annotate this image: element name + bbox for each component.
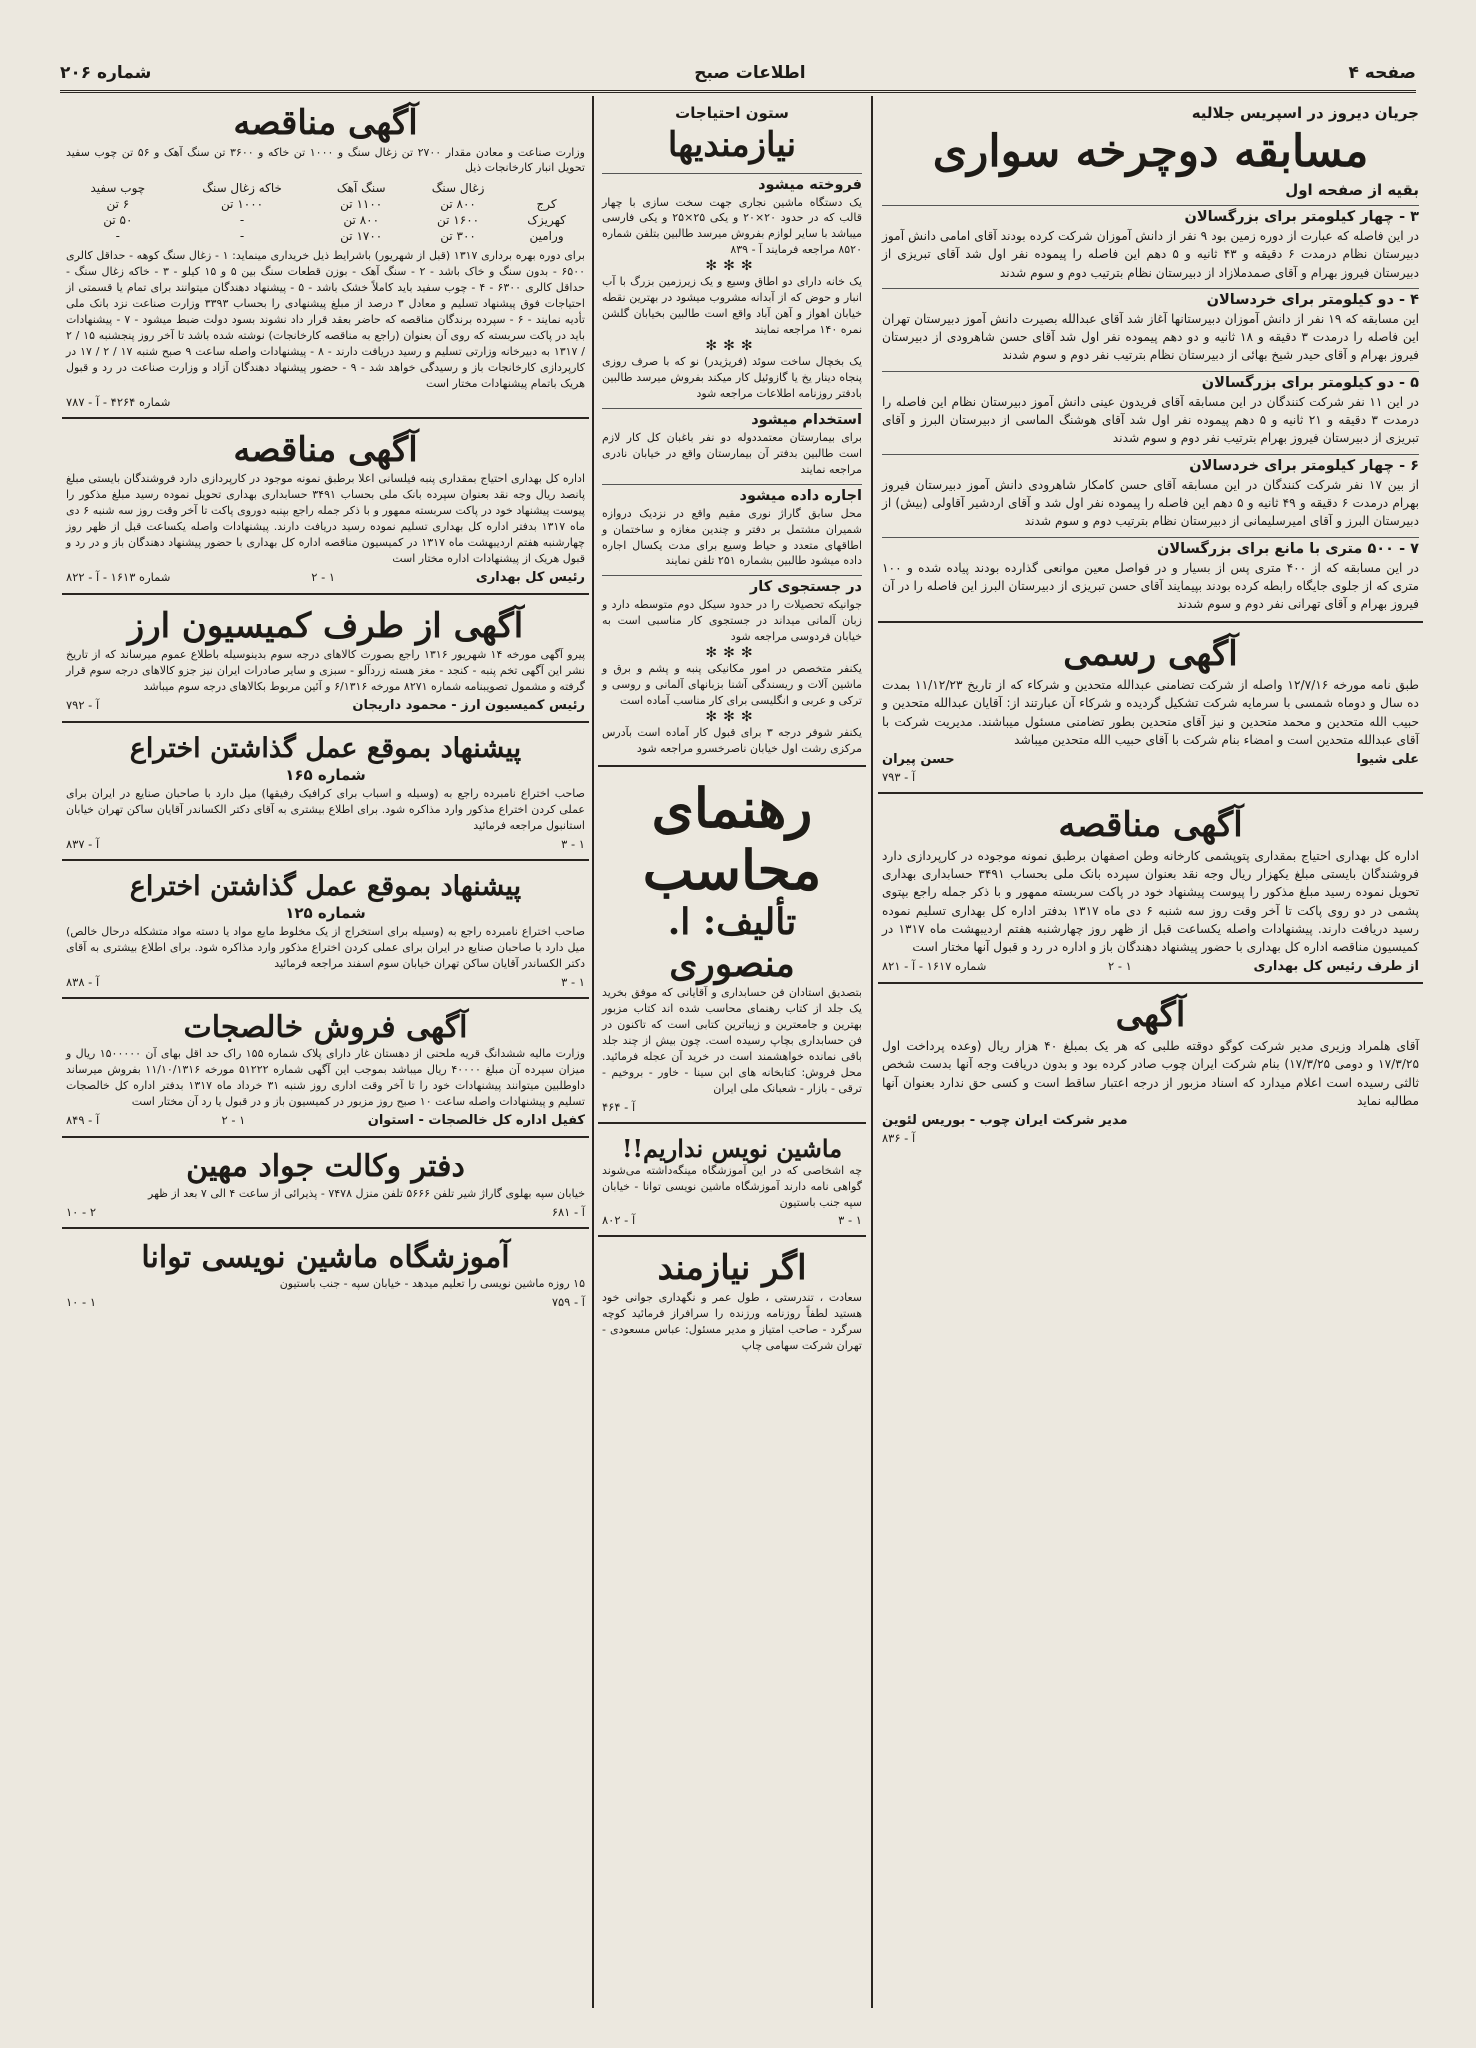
materials-table (66, 180, 585, 244)
article-title: مسابقه دوچرخه سواری (932, 126, 1369, 177)
table-row (66, 228, 585, 244)
ad-reference: شماره ۱۶۱۳ - آ - ۸۲۲ (66, 569, 171, 584)
tender-text: اداره کل بهداری احتیاج بمقداری پنبه فیلسانی اعلا برطبق نمونه موجود در کارپردازی دارد فروشندگان بایستی مبلغ پانصد ریال وجه نقد بعنوان سپرده بانک ملی بحساب ۳۴۹۱ حسابداری بهداری تحویل نموده رسید مبلغ مذکور را پیوست پیشنهاد خود در پاکت سربسته ممهور و با ذکر جمله راجع بپنبه دوروی پاکت تا آخر وقت روز سه شنبه ۶ دی ماه ۱۳۱۷ بدفتر اداره کل بهداری تسلیم نموده رسید دریافت دارند. پیشنهادات واصله یکساعت قبل از ظهر روز چهارشنبه هفتم اردیبهشت ماه ۱۳۱۷ در کمیسیون مناقصه اداره کل بهداری با حضور پیشنهاد دهندگان باز و در رد و قبول هریک از پیشنهادات اداره مختار است (66, 472, 586, 565)
commission-title: آگهی از طرف کمیسیون ارز (127, 605, 524, 646)
ad-reference: آ - ۷۹۳ (882, 770, 916, 785)
ad-reference: ۲ - ۱ (221, 1113, 246, 1128)
tender-title: آگهی مناقصه (233, 103, 418, 143)
notice-ad (878, 988, 1423, 1153)
typing-school-title: آموزشگاه ماشین نویسی توانا (141, 1239, 510, 1275)
ad-reference: ۳ - ۱ (838, 1213, 862, 1228)
race-text: این مسابقه که ۱۹ نفر از دانش آموزان دبیرستانها آغاز شد آقای عبدالله بصیرت دانش آموز دبیرستان تهران این فاصله را درمدت ۳ دقیقه و ۱۸ ثانیه و دو دهم پیموده نفر اول شد آقای حسن شاهرودی از دبیرستان فیروز بهرام و آقای حیدر شیخ بهائی از دبیرستان نظام بترتیب نفر دوم و سوم شدند (882, 311, 1419, 363)
official-notice (878, 627, 1423, 794)
patent-number: شماره ۱۶۵ (285, 766, 366, 785)
classifieds-title: نیازمندیها (667, 125, 797, 165)
table-row (66, 196, 585, 212)
official-notice-text: طبق نامه مورخه ۱۲/۷/۱۶ واصله از شرکت تضامنی عبدالله متحدین و شرکاء که از تاریخ ۱۱/۱۲/۲۳ بمدت ده سال و دوماه شمسی با سرمایه شرکت تشکیل گردیده و شرکاء آن عبارتند از: آقایان عبدالله متحدین و حبیب الله متحدین و محمد متحدین و نیز آقای متحدین بطور تضامنی مسئول میباشند. مدیریت شرکت با آقای عبدالله متحدین است و امضاء بنام شرکت با آقای حبیب الله متحدین میباشد (882, 677, 1419, 747)
classified-item: محل سابق گاراژ نوری مقیم واقع در نزدیک دروازه شمیران مشتمل بر دفتر و چندین مغازه و ساختمان و اطاقهای متعدد و حیاط وسیع برای مدت یکسال اجاره داده میشود طالبین بشماره ۲۵۱ تلفن نمایند (602, 506, 862, 568)
typewriter-ad (598, 1128, 866, 1238)
table-cell: کهریزک (527, 213, 566, 228)
page-header (60, 56, 1416, 93)
table-cell: - (239, 213, 245, 228)
ad-reference: آ - ۸۰۲ (602, 1213, 636, 1228)
table-cell: ۳۰۰ تن (440, 229, 476, 244)
race-heading: ۵ - دو کیلومتر برای بزرگسالان (882, 371, 1419, 391)
book-ad (598, 771, 866, 1124)
article-kicker: جریان دیروز در اسپریس جلالیه (1191, 104, 1419, 122)
crown-land-sale-notice (62, 1003, 589, 1138)
table-header (508, 180, 585, 196)
official-notice-title: آگهی رسمی (1063, 634, 1238, 675)
ad-reference: ۱۰ - ۱ (66, 1295, 96, 1309)
table-row (66, 212, 585, 228)
tender-notice-blanket (878, 798, 1423, 984)
typewriter-ad-text: چه اشخاصی که در این آموزشگاه مینگه‌داشته می‌شوند گواهی نامه دارند آموزشگاه ماشین نویسی توانا - خیابان سپه جنب باستیون (602, 1163, 862, 1209)
table-cell: ۶ تن (106, 197, 130, 212)
tender-body: برای دوره بهره برداری ۱۳۱۷ (قبل از شهریور) باشرایط ذیل خریداری مینماید: ۱ - زغال سنگ کوهه - حداقل کالری ۶۵۰۰ - بدون سنگ و خاک باشد - ۲ - سنگ آهک - بوزن قطعات سنگ بین ۵ و ۱۵ کیلو - ۳ - خاکه زغال سنگ - حداقل کالری ۶۳۰۰ - ۴ - چوب سفید باید کاملاً خشک باشد - ۵ - پیشنهاد دهندگان میتوانند برای تمام یا قسمتی از احتیاجات فوق پیشنهاد تسلیم و معادل ۳ درصد از مبلغ پیشنهادی را بحساب ۳۳۹۳ وزارت صناعت نزد بانک ملی تأدیه نمایند - ۶ - سپرده برندگان مناقصه که حاضر بعقد قرار داد نشوند بسود دولت ضبط میشود - ۷ - پیشنهادات باید در پاکت سربسته که روی آن بعنوان (راجع به مناقصه کارخانجات) نوشته شده باشد تا آخر روز پنجشنبه ۱۵ / ۲ / ۱۳۱۷ به دبیرخانه وزارتی تسلیم و رسید دریافت دارند - ۸ - پیشنهادات واصله ساعت ۹ صبح شنبه ۱۷ / ۲ / ۱۷ در کارپردازی کارخانجات باز و رسیدگی خواهد شد - ۹ - حضور پیشنهاد دهندگان آزاد و وزارت صناعت در رد و قبول هریک باتمام پیشنهادات مختار است (66, 249, 586, 390)
notice-signature: مدیر شرکت ایران چوب - بوریس لئوین (882, 1113, 1128, 1129)
table-header: چوب سفید (90, 181, 146, 196)
tender-notice-coal (62, 96, 589, 419)
table-cell: ۸۰۰ تن (440, 197, 476, 212)
table-cell: - (239, 229, 245, 244)
classified-item: یک خانه دارای دو اطاق وسیع و یک زیرزمین بزرگ با آب انبار و حوض که از آبدانه مشروب میشود در بهترین نقطه خیابان اهواز و آهن آباد واقع است طالبین بخیابان گلشن نمره ۱۴۰ مراجعه نمایند (602, 275, 862, 337)
classified-item: جوانیکه تحصیلات را در حدود سیکل دوم متوسطه دارد و زبان آلمانی میداند در جستجوی کار مناسبی است به خیابان فردوسی مراجعه شود (602, 598, 862, 644)
separator-stars-icon: ✻✻✻ (705, 338, 759, 354)
ad-reference: آ - ۸۳۷ (66, 837, 100, 852)
land-sale-text: وزارت مالیه ششدانگ قریه ملحنی از دهستان غار دارای پلاک شماره ۱۵۵ راک حد اقل بهای آن ۱۵۰۰۰۰۰ ریال و میزان سپرده آن مبلغ ۴۰۰۰۰ ریال میباشد بموجب این آگهی شماره ۵۱۲۲۲ مورخه ۱۱/۱۰/۱۳۱۶ بفروش میرساند داوطلبین میتوانند پیشنهادات خود را تا آخر وقت اداری روز شنبه ۳۱ خرداد ماه ۱۳۱۷ بدفتر اداره کل خالصجات تسلیم و پیشنهادات واصله ساعت ۱۰ صبح روز مزبور در کمیسیون باز و در قبول یا رد آن مختار است (66, 1047, 586, 1109)
column-divider-right (871, 96, 873, 2008)
currency-commission-notice (62, 599, 589, 723)
patent-title: پیشنهاد بموقع عمل گذاشتن اختراع (129, 733, 522, 765)
race-text: در این مسابقه که از ۴۰۰ متری پس از بسیار و در فواصل معین موانعی گذارده بودند پیاده شده و ۱۰۰ متری که از جلوی جایگاه رابطه کرده بودند بپیمایند آقای حسن تبریزی از دبیرستان البرز این فاصله را در آن فیروز بهرام و آقای تهرانی نفر دوم و سوم شدند (882, 560, 1419, 612)
patent-offer-165 (62, 727, 589, 861)
classified-item: یکنفر متخصص در امور مکانیکی پنبه و پشم و برق و ماشین آلات و ریسندگی آشنا بزبانهای آلمانی و روسی و ترکی و عربی و انگلیسی برای کار مناسب آماده است (602, 662, 862, 708)
law-office-title: دفتر وکالت جواد مهین (186, 1149, 465, 1185)
separator-stars-icon: ✻✻✻ (705, 645, 759, 662)
ad-reference: آ - ۸۳۶ (882, 1131, 916, 1146)
tender-signature: رئیس کل بهداری (475, 569, 585, 585)
ad-reference: ۲ - ۱ (311, 569, 336, 584)
commission-text: پیرو آگهی مورخه ۱۴ شهریور ۱۳۱۶ راجع بصورت کالاهای درجه سوم بدینوسیله باطلاع عموم میرساند که از تاریخ نشر این آگهی تخم پنبه - کنجد - مغز هسته زردآلو - سبزی و سایر صادرات ایران نیز جزو کالاهای درجه سوم قرار گرفته و مشمول تصویبنامه شماره ۸۲۷۱ مورخه ۶/۱۳۱۶ و آئین مربوط بکالاهای درجه سوم میباشد (66, 648, 586, 694)
page-number: صفحه ۴ (1348, 63, 1416, 83)
health-magazine-ad (598, 1241, 866, 1361)
notice-title: آگهی (1115, 995, 1186, 1036)
notice-text: آقای هلمراد وزیری مدیر شرکت کوگو دوقته طلبی که هر یک بمبلغ ۴۰ هزار ریال (وعده پرداخت اول ۱۷/۳/۲۵ و دومی ۱۷/۳/۲۵) بنام شرکت ایران چوب صادر کرده بود و بدون دریافت وجه آنها بدست شخص ثالثی رسیده است اعلام میدارد که اسناد مزبور از درجه اعتبار ساقط است و کسی حق ندارد بعنوان آنها مطالبه نماید (882, 1038, 1419, 1108)
classified-category: در جستجوی کار (602, 575, 862, 595)
patent-number: شماره ۱۲۵ (285, 904, 366, 923)
table-header: خاکه زغال سنگ (202, 181, 282, 196)
land-sale-signature: کفیل اداره کل خالصجات - استوان (367, 1113, 585, 1129)
tender-title: آگهی مناقصه (233, 429, 418, 470)
tender-title: آگهی مناقصه (1058, 805, 1243, 846)
race-text: از بین ۱۷ نفر شرکت کنندگان در این مسابقه آقای حسن کامکار شاهرودی دانش آموز دبیرستان فیروز بهرام درمدت ۶ دقیقه و ۴۹ ثانیه و ۵ دهم این فاصله را پیموده نفر اول شد و آقای اردشیر آقاولی (بیش) از دبیرستان البرز و آقای امیرسلیمانی از دبیرستان نظام بترتیب دوم و سوم شدند (882, 477, 1419, 529)
ad-reference: ۳ - ۱ (561, 837, 585, 852)
table-cell: ۱۶۰۰ تن (437, 213, 480, 228)
table-cell: ۸۰۰ تن (343, 213, 380, 228)
ad-reference: ۱۰ - ۲ (66, 1204, 96, 1219)
cycling-race-article (878, 96, 1423, 623)
health-ad-title: اگر نیازمند (657, 1248, 807, 1289)
tender-notice-cotton (62, 423, 589, 595)
newspaper-name: اطلاعات صبح (694, 63, 806, 83)
law-office-ad (62, 1142, 589, 1228)
ad-reference: آ - ۴۶۴ (602, 1099, 636, 1114)
race-text: در این ۱۱ نفر شرکت کنندگان در این مسابقه آقای فریدون عینی دانش آموز دبیرستان نظام این فاصله را درمدت ۳ دقیقه و ۲۱ ثانیه و ۵ دهم پیموده نفر اول شد آقای هوشنگ الماسی از دبیرستان البرز و آقای تبریزی از دبیرستان فیروز بهرام بترتیب نفر دوم و سوم شدند (882, 394, 1419, 446)
table-cell: ورامین (529, 229, 564, 244)
book-author: تألیف: ا. منصوری (667, 901, 797, 986)
patent-title: پیشنهاد بموقع عمل گذاشتن اختراع (129, 871, 522, 903)
ad-reference: آ - ۸۳۸ (66, 974, 100, 989)
table-cell: ۱۷۰۰ تن (340, 229, 383, 244)
left-column (62, 96, 589, 1321)
table-cell: - (115, 229, 120, 244)
classified-category: اجاره داده میشود (602, 484, 862, 504)
column-divider-left (592, 96, 594, 2008)
health-ad-text: سعادت ، تندرستی ، طول عمر و نگهداری جوانی خود هستید لطفاً روزنامه ورزنده را سرافراز فرمائید کوچه سرگرد - صاحب امتیاز و مدیر مسئول: عباس مسعودی - تهران شرکت سهامی چاپ (602, 1290, 862, 1352)
table-cell: ۵۰ تن (103, 213, 133, 228)
ad-reference: آ - ۷۹۲ (66, 698, 100, 713)
commission-signature: رئیس کمیسیون ارز - محمود داریجان (352, 698, 585, 714)
classified-item: برای بیمارستان معتمددوله دو نفر باغبان کل کار لازم است طالبین بدفتر آن بیمارستان واقع در خیابان نادری مراجعه نمایند (602, 430, 862, 476)
race-heading: ۳ - چهار کیلومتر برای بزرگسالان (882, 205, 1419, 225)
classifieds-kicker: ستون احتیاجات (675, 104, 789, 122)
ad-reference: شماره ۴۲۶۴ - آ - ۷۸۷ (66, 394, 171, 409)
table-cell: ۱۰۰۰ تن (221, 197, 264, 212)
patent-text: صاحب اختراع نامبرده راجع به (وسیله و اسباب برای کرافیک رفیقها) میل دارد با صاحبان صنایع در ایران برای عملی کردن اختراع مذکور وارد مذاکره شود. برای اطلاع بیشتری به آقای دکتر الکساندر آقایان ساکن تهران خیابان استانبول مراجعه فرمائید (66, 787, 585, 833)
ad-reference: آ - ۶۸۱ (551, 1204, 585, 1219)
tender-signature: از طرف رئیس کل بهداری (1253, 959, 1419, 975)
continued-label: بقیه از صفحه اول (1285, 181, 1419, 199)
typing-school-ad (62, 1233, 589, 1317)
middle-column (598, 96, 866, 1366)
classified-item: یک دستگاه ماشین نجاری جهت سخت سازی با چهار قالب که در حدود ۲۰×۲۰ و یکی ۲۵×۲۵ و یکی فارسی میباشد با سایر لوازم بفروش میرسد طالبین بتلفن شماره ۸۵۲۰ مراجعه فرمایند آ - ۸۳۹ (602, 195, 862, 257)
separator-stars-icon: ✻✻✻ (705, 258, 759, 275)
land-sale-title: آگهی فروش خالصجات (183, 1009, 468, 1045)
ad-reference: ۳ - ۱ (561, 974, 585, 989)
classified-item: یک بخچال ساخت سوئد (فریژیدر) نو که با صرف روزی پنجاه دینار یخ یا گازوئیل کار میکند بفروش میرسد طالبین بادفتر روزنامه اطلاعات مراجعه شود (602, 355, 862, 400)
race-heading: ۶ - چهار کیلومتر برای خردسالان (882, 454, 1419, 474)
ad-reference: ۲ - ۱ (1108, 959, 1132, 974)
typing-school-text: ۱۵ روزه ماشین نویسی را تعلیم میدهد - خیابان سپه - جنب باستیون (279, 1277, 585, 1291)
right-column (878, 96, 1423, 1157)
signature-name: علی شیوا (1356, 752, 1419, 768)
tender-text: اداره کل بهداری احتیاج بمقداری پتوپشمی کارخانه وطن اصفهان برطبق نمونه موجوده در کارپردازی دارد فروشندگان بایستی مبلغ یکهزار ریال وجه نقد بعنوان سپرده بانک ملی بحساب ۳۴۹۱ حسابداری بهداری تحویل نموده رسید مبلغ مذکور را پیوست پیشنهاد خود در پاکت سربسته ممهور و با ذکر جمله راجع بپتوی پشمی در دو روی پاکت تا آخر وقت روز سه شنبه ۶ دی ماه ۱۳۱۷ بدفتر اداره کل بهداری تسلیم نموده رسید دریافت دارند. پیشنهادات واصله یکساعت قبل از ظهر روز چهارشنبه هفتم اردیبهشت ماه ۱۳۱۷ در کمیسیون مناقصه اداره کل بهداری با حضور پیشنهاد دهندگان باز و اداره در رد و قبول آنها مختار است (882, 848, 1420, 955)
signature-name: حسن پیران (882, 752, 955, 768)
table-header: زغال سنگ (431, 181, 485, 196)
ad-reference: شماره ۱۶۱۷ - آ - ۸۲۱ (882, 959, 987, 974)
classified-item: یکنفر شوفر درجه ۳ برای قبول کار آماده است بآدرس مرکزی رشت اول خیابان ناصرخسرو مراجعه شود (602, 726, 862, 755)
separator-stars-icon: ✻✻✻ (705, 709, 759, 725)
table-header: سنگ آهک (336, 181, 386, 196)
table-header-row (66, 180, 585, 196)
book-description: بتصدیق استادان فن حسابداری و آقایانی که موفق بخرید یک جلد از کتاب رهنمای محاسب شده اند کتاب مزبور بهترین و جامعترین و زیباترین کتابی است که تاکنون در فن حسابداری بچاپ رسیده است. چون بیش از چند جلد باقی نمانده خواهشمند است در خرید آن عجله فرمائید. محل فروش: کتابخانه های ابن سینا - خاور - بروخیم - ترقی - بازار - شعبانک ملی ایران (602, 986, 862, 1095)
typewriter-ad-title: ماشین نویس نداریم!! (621, 1133, 843, 1163)
tender-intro: وزارت صناعت و معادن مقدار ۲۷۰۰ تن زغال سنگ و ۱۰۰۰ تن خاکه و ۳۶۰۰ تن سنگ آهک و ۵۶ تن چوب سفید تحویل انبار کارخانجات ذیل (66, 145, 585, 175)
issue-number: شماره ۲۰۶ (60, 63, 152, 83)
patent-text: صاحب اختراع نامبرده راجع به (وسیله برای استخراج از یک مخلوط مایع مواد یا دسته مواد متشکله درحال خالص) میل دارد با صاحبان صنایع در ایران برای عملی کردن اختراع مذکور وارد مذاکره شود. برای اطلاع بیشتری به آقای دکتر الکساندر آقایان ساکن تهران خیابان سوم اسفند مراجعه فرمائید (66, 925, 585, 970)
classifieds-section (598, 96, 866, 767)
ad-reference: آ - ۷۵۹ (551, 1295, 585, 1309)
book-title: رهنمای محاسب (642, 775, 822, 902)
ad-reference: آ - ۸۴۹ (66, 1113, 100, 1128)
table-cell: کرج (536, 197, 557, 212)
classified-category: فروخته میشود (602, 173, 862, 193)
race-text: در این فاصله که عبارت از دوره زمین بود ۹ نفر از دانش آموزان شرکت کرده بودند آقای امامی دانش آموز دبیرستان نظام درمدت ۶ دقیقه و ۴۳ ثانیه و ۵ دهم این فاصله را پیموده نفر اول شد آقای تبریزی از دبیرستان فیروز بهرام و آقای صمدملازاد از دبیرستان نظام بترتیب دوم و سوم شدند (882, 229, 1420, 280)
classified-category: استخدام میشود (602, 408, 862, 428)
patent-offer-125 (62, 865, 589, 999)
law-office-text: خیابان سپه بهلوی گاراژ شیر تلفن ۵۶۶۶ تلفن منزل ۷۴۷۸ - پذیرائی از ساعت ۴ الی ۷ بعد از ظهر (148, 1186, 585, 1200)
race-heading: ۴ - دو کیلومتر برای خردسالان (882, 288, 1419, 308)
table-cell: ۱۱۰۰ تن (340, 197, 383, 212)
race-heading: ۷ - ۵۰۰ متری با مانع برای بزرگسالان (882, 537, 1419, 557)
